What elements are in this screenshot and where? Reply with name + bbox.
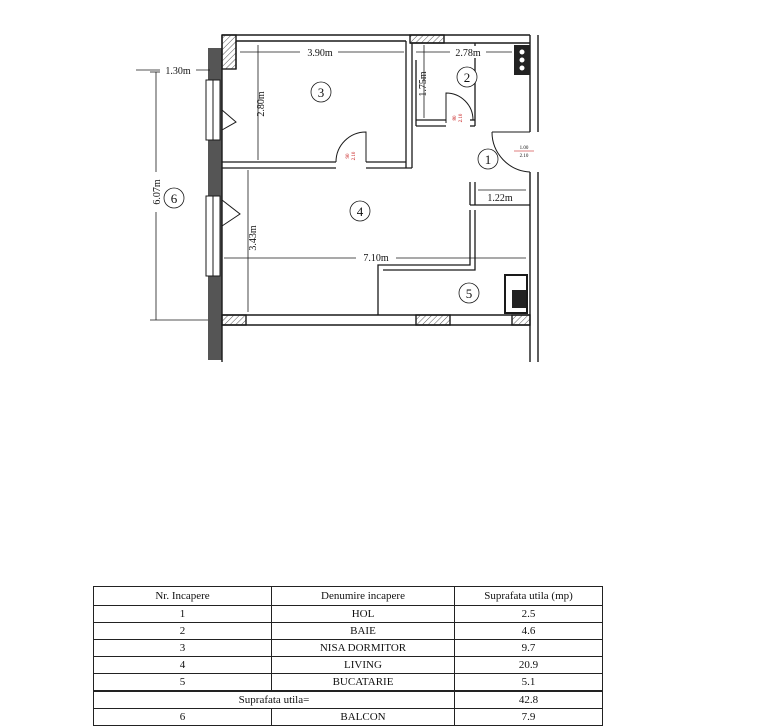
bathroom-sink bbox=[514, 45, 530, 75]
bottom-window-hatch bbox=[416, 315, 450, 325]
room-4-label: 4 bbox=[356, 204, 364, 219]
room-3-label: 3 bbox=[317, 85, 325, 100]
row-nr: 2 bbox=[94, 623, 272, 640]
dim-1-22: 1.22m bbox=[487, 193, 513, 204]
total-row bbox=[94, 691, 603, 709]
header-name: Denumire incapere bbox=[272, 587, 455, 606]
dim-3-43: 3.43m bbox=[248, 225, 259, 251]
dim-1-30: 1.30m bbox=[165, 66, 191, 77]
table-row bbox=[94, 657, 603, 674]
total-value: 42.8 bbox=[455, 691, 603, 709]
dim-2-80: 2.80m bbox=[256, 91, 267, 117]
room-2-label: 2 bbox=[463, 70, 471, 85]
area-table bbox=[93, 586, 603, 726]
doors bbox=[336, 93, 530, 172]
row-name: LIVING bbox=[272, 657, 455, 674]
header-area: Suprafata utila (mp) bbox=[455, 587, 603, 606]
row-nr: 3 bbox=[94, 640, 272, 657]
row-nr: 5 bbox=[94, 674, 272, 692]
dim-2-78: 2.78m bbox=[455, 48, 481, 59]
dim-3-90: 3.90m bbox=[307, 48, 333, 59]
row-area: 4.6 bbox=[455, 623, 603, 640]
total-label: Suprafata utila= bbox=[94, 691, 455, 709]
table-row bbox=[94, 674, 603, 692]
balcony-area: 7.9 bbox=[455, 709, 603, 726]
svg-text:90: 90 bbox=[346, 153, 351, 159]
dim-7-10: 7.10m bbox=[363, 253, 389, 264]
room-5-label: 5 bbox=[465, 286, 473, 301]
door-3-arc bbox=[336, 132, 366, 162]
row-area: 9.7 bbox=[455, 640, 603, 657]
table-row bbox=[94, 640, 603, 657]
row-area: 5.1 bbox=[455, 674, 603, 692]
interior-walls bbox=[222, 41, 530, 315]
top-wall-hatch bbox=[222, 35, 236, 69]
bottom-wall-hatch-right bbox=[512, 315, 530, 325]
row-name: HOL bbox=[272, 606, 455, 623]
bottom-wall-hatch-left bbox=[222, 315, 246, 325]
balcony-nr: 6 bbox=[94, 709, 272, 726]
svg-text:2.10: 2.10 bbox=[352, 151, 357, 161]
table-row bbox=[94, 623, 603, 640]
row-area: 2.5 bbox=[455, 606, 603, 623]
balcony-row bbox=[94, 709, 603, 726]
row-name: BUCATARIE bbox=[272, 674, 455, 692]
header-nr: Nr. Incapere bbox=[94, 587, 272, 606]
row-name: BAIE bbox=[272, 623, 455, 640]
room-6-label: 6 bbox=[170, 191, 178, 206]
svg-text:1.00: 1.00 bbox=[519, 146, 529, 151]
row-area: 20.9 bbox=[455, 657, 603, 674]
room-1-label: 1 bbox=[484, 152, 492, 167]
top-window-hatch bbox=[410, 35, 444, 43]
row-nr: 4 bbox=[94, 657, 272, 674]
table-row bbox=[94, 606, 603, 623]
dim-6-07: 6.07m bbox=[152, 179, 163, 205]
row-name: NISA DORMITOR bbox=[272, 640, 455, 657]
table-header-row bbox=[94, 587, 603, 606]
svg-text:2.10: 2.10 bbox=[459, 113, 464, 123]
balcony-name: BALCON bbox=[272, 709, 455, 726]
svg-text:2.10: 2.10 bbox=[519, 154, 529, 159]
door-1-arc bbox=[492, 132, 530, 172]
kitchen-stove bbox=[505, 275, 527, 313]
svg-text:80: 80 bbox=[453, 115, 458, 121]
dim-1-75: 1.75m bbox=[418, 71, 429, 97]
row-nr: 1 bbox=[94, 606, 272, 623]
